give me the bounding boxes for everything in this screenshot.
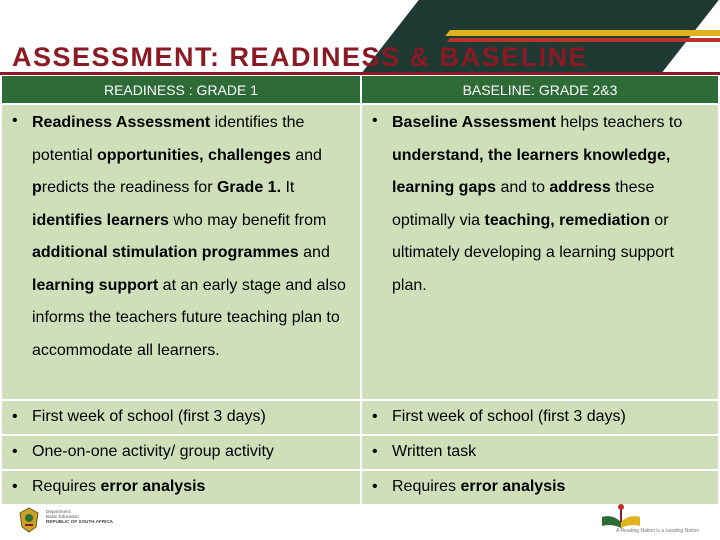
- body-text: these optimally via: [392, 179, 655, 229]
- body-text: and: [298, 244, 330, 261]
- body-text: Requires: [32, 478, 101, 495]
- baseline-timing-cell: [361, 400, 718, 435]
- department-label: [46, 509, 113, 525]
- readiness-description-cell: [2, 104, 361, 400]
- baseline-column-header: BASELINE: GRADE 2&3: [361, 76, 718, 104]
- emphasis-text: Readiness Assessment: [32, 114, 211, 131]
- emphasis-text: error analysis: [100, 478, 206, 495]
- body-text: First week of school (first 3 days): [32, 408, 266, 425]
- emphasis-text: understand, the learners knowledge, learning gaps: [392, 146, 671, 196]
- body-text: or ultimately developing a learning support plan.: [392, 211, 674, 294]
- body-text: and: [290, 146, 322, 164]
- readiness-column-header: READINESS : GRADE 1: [2, 76, 361, 104]
- timing-row: [2, 400, 718, 435]
- body-text: redicts the readiness for: [41, 179, 217, 196]
- body-text: identifies the potential: [32, 114, 305, 164]
- header-row: [2, 76, 718, 104]
- baseline-activity-cell: [361, 435, 718, 470]
- readiness-timing-cell: [2, 400, 361, 435]
- bullet-marker: •: [12, 408, 18, 425]
- dept-line: REPUBLIC OF SOUTH AFRICA: [46, 519, 113, 525]
- reading-nation-tagline: A Reading Nation is a Leading Nation: [616, 528, 700, 534]
- coat-of-arms-icon: [18, 507, 40, 533]
- emphasis-text: p: [32, 179, 42, 196]
- comparison-table: [2, 76, 718, 504]
- body-text: First week of school (first 3 days): [392, 408, 626, 425]
- bullet-marker: •: [12, 443, 18, 460]
- body-text: It: [281, 179, 295, 196]
- body-text: and to: [496, 179, 550, 196]
- body-text: One-on-one activity/ group activity: [32, 443, 274, 460]
- dept-line: Basic Education: [46, 514, 79, 520]
- bullet-marker: •: [372, 408, 378, 425]
- emphasis-text: Grade 1.: [216, 179, 282, 196]
- page-title: ASSESSMENT: READINESS & BASELINE: [12, 42, 589, 72]
- analysis-row: [2, 470, 718, 504]
- emphasis-text: learning support: [32, 276, 159, 294]
- title-underline: [0, 72, 720, 75]
- body-text: Written task: [392, 443, 477, 460]
- emphasis-text: Baseline Assessment: [392, 114, 556, 131]
- emphasis-text: teaching, remediation: [484, 211, 650, 229]
- bullet-marker: •: [12, 112, 18, 129]
- body-text: helps teachers to: [555, 114, 683, 131]
- dept-line: Department:: [46, 509, 72, 514]
- activity-row: [2, 435, 718, 470]
- bullet-marker: •: [372, 478, 378, 495]
- emphasis-text: opportunities, challenges: [96, 146, 291, 164]
- bullet-marker: •: [372, 112, 378, 129]
- readiness-analysis-cell: [2, 470, 361, 504]
- baseline-description-cell: [361, 104, 718, 400]
- emphasis-text: address: [549, 179, 611, 196]
- body-text: who may benefit from: [168, 211, 327, 229]
- open-book-logo-icon: [600, 502, 642, 528]
- body-text: at an early stage and also informs the teachers future teaching plan to accommodate all learners.: [32, 276, 346, 359]
- readiness-activity-cell: [2, 435, 361, 470]
- emphasis-text: additional stimulation programmes: [32, 244, 299, 261]
- baseline-analysis-cell: [361, 470, 718, 504]
- emphasis-text: identifies learners: [32, 211, 169, 229]
- bullet-marker: •: [12, 478, 18, 495]
- body-text: Requires: [392, 478, 461, 495]
- emphasis-text: error analysis: [460, 478, 566, 495]
- bullet-marker: •: [372, 443, 378, 460]
- description-row: [2, 104, 718, 400]
